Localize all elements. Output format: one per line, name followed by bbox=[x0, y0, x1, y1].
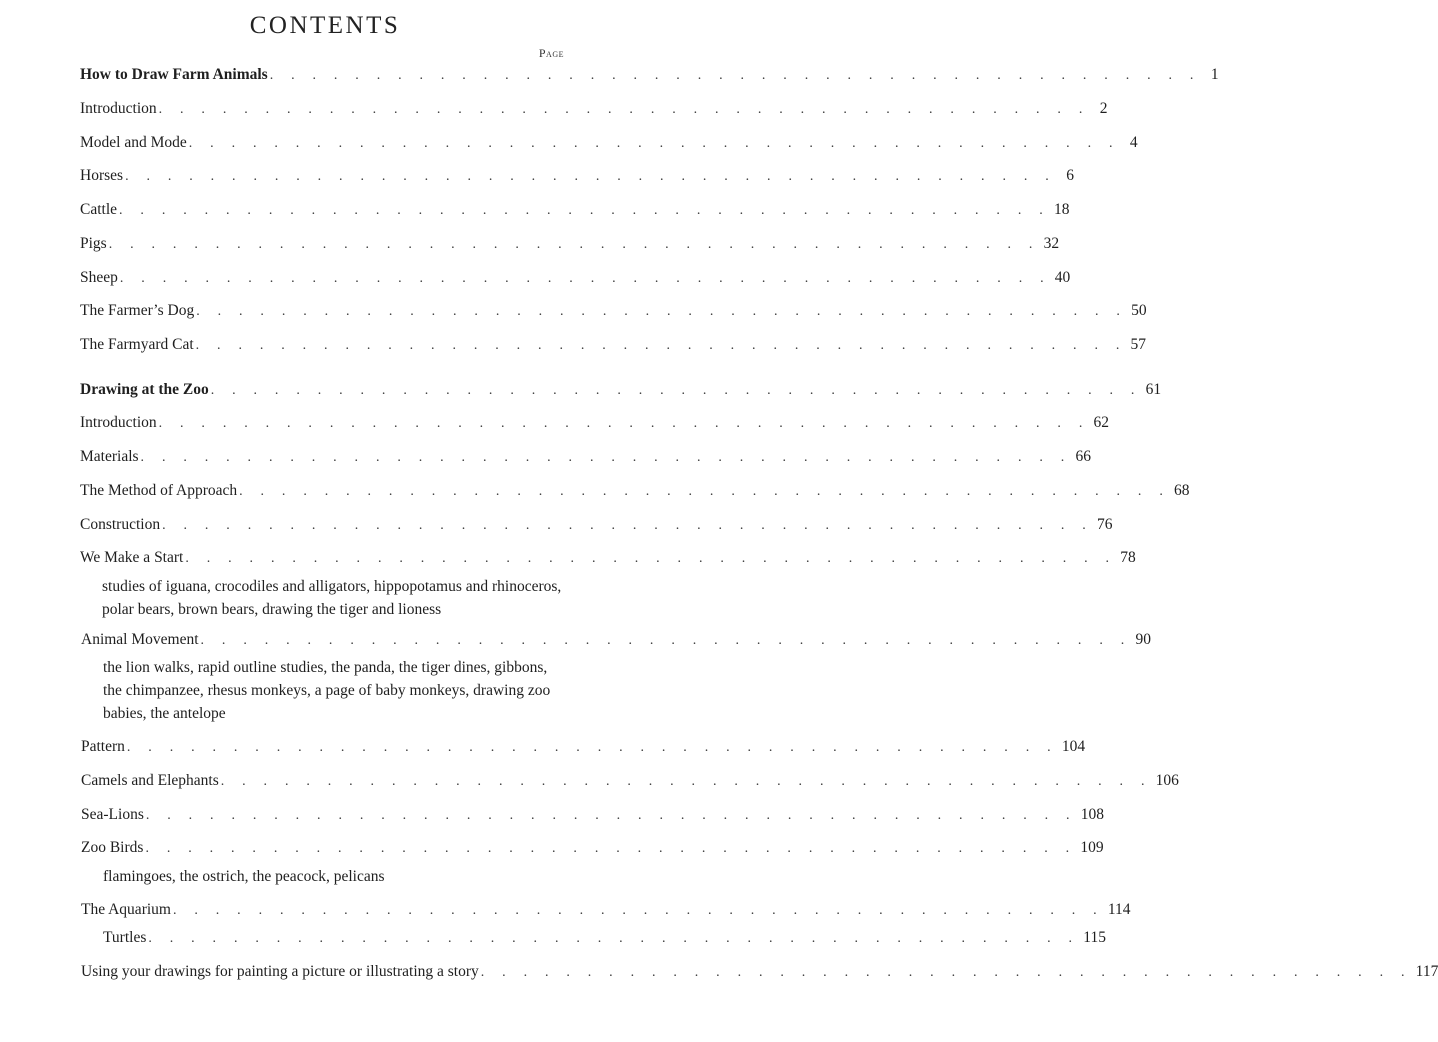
toc-entry-title: Pigs bbox=[80, 235, 107, 252]
toc-subtopics bbox=[103, 656, 550, 725]
dot-leader: . . . . . . . . . . . . . . . . . . . . . . . . . . . . . . . . . . . . . . . . . . . . bbox=[145, 841, 1077, 856]
toc-entry-page: 61 bbox=[1145, 381, 1162, 398]
dot-leader: . . . . . . . . . . . . . . . . . . . . . . . . . . . . . . . . . . . . . . . . . . . . bbox=[210, 383, 1142, 398]
toc-entry-page: 76 bbox=[1097, 516, 1113, 533]
toc-entry-page: 50 bbox=[1131, 302, 1147, 319]
dot-leader: . . . . . . . . . . . . . . . . . . . . . . . . . . . . . . . . . . . . . . . . . . . . bbox=[196, 304, 1128, 319]
dot-leader: . . . . . . . . . . . . . . . . . . . . . . . . . . . . . . . . . . . . . . . . . . . . bbox=[145, 808, 1077, 823]
dot-leader: . . . . . . . . . . . . . . . . . . . . . . . . . . . . . . . . . . . . . . . . . . . . bbox=[119, 271, 1051, 286]
toc-entry[interactable] bbox=[80, 481, 1190, 502]
dot-leader: . . . . . . . . . . . . . . . . . . . . . . . . . . . . . . . . . . . . . . . . . . . . bbox=[119, 203, 1050, 218]
toc-entry-title: Introduction bbox=[80, 100, 157, 117]
toc-entry-section-farm[interactable] bbox=[80, 65, 1219, 86]
subtopic-line: the lion walks, rapid outline studies, the panda, the tiger dines, gibbons, bbox=[103, 659, 548, 676]
toc-entry-title: Model and Mode bbox=[80, 134, 187, 151]
toc-entry-title: The Method of Approach bbox=[80, 482, 238, 499]
toc-entry[interactable] bbox=[80, 234, 1060, 255]
toc-entry-page: 6 bbox=[1066, 167, 1074, 184]
toc-subtopics bbox=[102, 575, 561, 621]
dot-leader: . . . . . . . . . . . . . . . . . . . . . . . . . . . . . . . . . . . . . . . . . . . . bbox=[269, 68, 1201, 83]
toc-entry-title: Cattle bbox=[80, 201, 118, 218]
dot-leader: . . . . . . . . . . . . . . . . . . . . . . . . . . . . . . . . . . . . . . . . . . . . bbox=[158, 102, 1090, 117]
toc-entry-title: The Farmer’s Dog bbox=[80, 302, 195, 319]
dot-leader: . . . . . . . . . . . . . . . . . . . . . . . . . . . . . . . . . . . . . . . . . . . . bbox=[185, 551, 1117, 566]
toc-entry-page: 109 bbox=[1080, 839, 1104, 856]
toc-entry[interactable] bbox=[80, 99, 1108, 120]
toc-entry-page: 108 bbox=[1080, 806, 1105, 823]
toc-entry[interactable] bbox=[80, 515, 1113, 536]
dot-leader: . . . . . . . . . . . . . . . . . . . . . . . . . . . . . . . . . . . . . . . . . . . . bbox=[200, 633, 1132, 648]
toc-entry-page: 32 bbox=[1043, 235, 1060, 252]
toc-entry[interactable] bbox=[80, 268, 1071, 289]
dot-leader: . . . . . . . . . . . . . . . . . . . . . . . . . . . . . . . . . . . . . . . . . . . . bbox=[195, 338, 1127, 353]
toc-entry[interactable] bbox=[81, 900, 1131, 921]
toc-entry[interactable] bbox=[81, 737, 1086, 758]
subtopic-line: flamingoes, the ostrich, the peacock, pelicans bbox=[103, 868, 385, 885]
toc-entry[interactable] bbox=[80, 133, 1138, 154]
toc-entry-page: 18 bbox=[1053, 201, 1070, 218]
toc-entry-page: 115 bbox=[1083, 929, 1106, 946]
toc-entry[interactable] bbox=[80, 548, 1136, 569]
toc-entry[interactable] bbox=[80, 335, 1147, 356]
dot-leader: . . . . . . . . . . . . . . . . . . . . . . . . . . . . . . . . . . . . . . . . . . . . bbox=[158, 416, 1090, 431]
toc-entry-title: Turtles bbox=[103, 929, 147, 946]
toc-entry[interactable] bbox=[80, 447, 1091, 468]
toc-entry-title: Pattern bbox=[81, 738, 125, 755]
subtopic-line: babies, the antelope bbox=[103, 705, 226, 722]
toc-entry-title: The Farmyard Cat bbox=[80, 336, 194, 353]
toc-entry[interactable] bbox=[80, 200, 1070, 221]
toc-entry-title: Materials bbox=[80, 448, 139, 465]
subtopic-line: the chimpanzee, rhesus monkeys, a page of baby monkeys, drawing zoo bbox=[103, 682, 551, 699]
toc-entry[interactable] bbox=[81, 838, 1104, 859]
dot-leader: . . . . . . . . . . . . . . . . . . . . . . . . . . . . . . . . . . . . . . . . . . . . bbox=[162, 518, 1093, 533]
toc-entry[interactable] bbox=[80, 301, 1147, 322]
toc-entry-title: Drawing at the Zoo bbox=[80, 381, 209, 398]
page-title: CONTENTS bbox=[249, 12, 401, 39]
toc-entry-page: 117 bbox=[1415, 963, 1438, 980]
dot-leader: . . . . . . . . . . . . . . . . . . . . . . . . . . . . . . . . . . . . . . . . . . . . bbox=[239, 484, 1171, 499]
dot-leader: . . . . . . . . . . . . . . . . . . . . . . . . . . . . . . . . . . . . . . . . . . . . bbox=[108, 237, 1040, 252]
toc-entry[interactable] bbox=[103, 928, 1106, 949]
toc-entry-title: Camels and Elephants bbox=[81, 772, 219, 789]
toc-entry[interactable] bbox=[81, 630, 1151, 651]
toc-entry-page: 104 bbox=[1061, 738, 1086, 755]
toc-entry-page: 40 bbox=[1054, 269, 1071, 286]
toc-entry-page: 78 bbox=[1120, 549, 1136, 566]
toc-entry-title: Zoo Birds bbox=[81, 839, 144, 856]
toc-entry-page: 4 bbox=[1129, 134, 1138, 151]
toc-entry-page: 1 bbox=[1210, 66, 1219, 83]
dot-leader: . . . . . . . . . . . . . . . . . . . . . . . . . . . . . . . . . . . . . . . . . . . . bbox=[125, 169, 1056, 184]
dot-leader: . . . . . . . . . . . . . . . . . . . . . . . . . . . . . . . . . . . . . . . . . . . . bbox=[480, 965, 1412, 980]
toc-entry-title: Sea-Lions bbox=[81, 806, 144, 823]
toc-entry-section-zoo[interactable] bbox=[80, 380, 1162, 401]
toc-subtopics bbox=[103, 865, 384, 888]
toc-entry[interactable] bbox=[80, 413, 1110, 434]
dot-leader: . . . . . . . . . . . . . . . . . . . . . . . . . . . . . . . . . . . . . . . . . . . . bbox=[220, 774, 1152, 789]
toc-entry-page: 2 bbox=[1099, 100, 1108, 117]
dot-leader: . . . . . . . . . . . . . . . . . . . . . . . . . . . . . . . . . . . . . . . . . . . . bbox=[188, 136, 1120, 151]
page-column-label: Page bbox=[538, 46, 564, 60]
toc-entry-page: 66 bbox=[1075, 448, 1091, 465]
toc-entry-title: How to Draw Farm Animals bbox=[80, 66, 268, 83]
toc-entry-title: Using your drawings for painting a picture or illustrating a story bbox=[81, 963, 479, 980]
toc-entry-title: Sheep bbox=[80, 269, 118, 286]
toc-entry-title: Introduction bbox=[80, 414, 157, 431]
subtopic-line: polar bears, brown bears, drawing the tiger and lioness bbox=[102, 601, 442, 618]
dot-leader: . . . . . . . . . . . . . . . . . . . . . . . . . . . . . . . . . . . . . . . . . . . . bbox=[148, 931, 1080, 946]
toc-entry[interactable] bbox=[81, 962, 1438, 983]
toc-entry-page: 68 bbox=[1174, 482, 1190, 499]
toc-entry-page: 114 bbox=[1107, 901, 1131, 918]
toc-entry-page: 106 bbox=[1155, 772, 1179, 789]
dot-leader: . . . . . . . . . . . . . . . . . . . . . . . . . . . . . . . . . . . . . . . . . . . . bbox=[140, 450, 1072, 465]
toc-entry-page: 90 bbox=[1135, 631, 1151, 648]
toc-entry[interactable] bbox=[81, 805, 1105, 826]
toc-entry-title: Animal Movement bbox=[81, 631, 199, 648]
toc-entry[interactable] bbox=[80, 166, 1074, 187]
toc-entry-title: Construction bbox=[80, 516, 161, 533]
toc-entry-page: 57 bbox=[1130, 336, 1147, 353]
dot-leader: . . . . . . . . . . . . . . . . . . . . . . . . . . . . . . . . . . . . . . . . . . . . bbox=[126, 740, 1058, 755]
dot-leader: . . . . . . . . . . . . . . . . . . . . . . . . . . . . . . . . . . . . . . . . . . . . bbox=[172, 903, 1104, 918]
toc-entry-title: We Make a Start bbox=[80, 549, 184, 566]
toc-entry-page: 62 bbox=[1093, 414, 1110, 431]
toc-entry-title: Horses bbox=[80, 167, 124, 184]
toc-entry[interactable] bbox=[81, 771, 1179, 792]
toc-entry-title: The Aquarium bbox=[81, 901, 171, 918]
subtopic-line: studies of iguana, crocodiles and alligators, hippopotamus and rhinoceros, bbox=[102, 578, 562, 595]
